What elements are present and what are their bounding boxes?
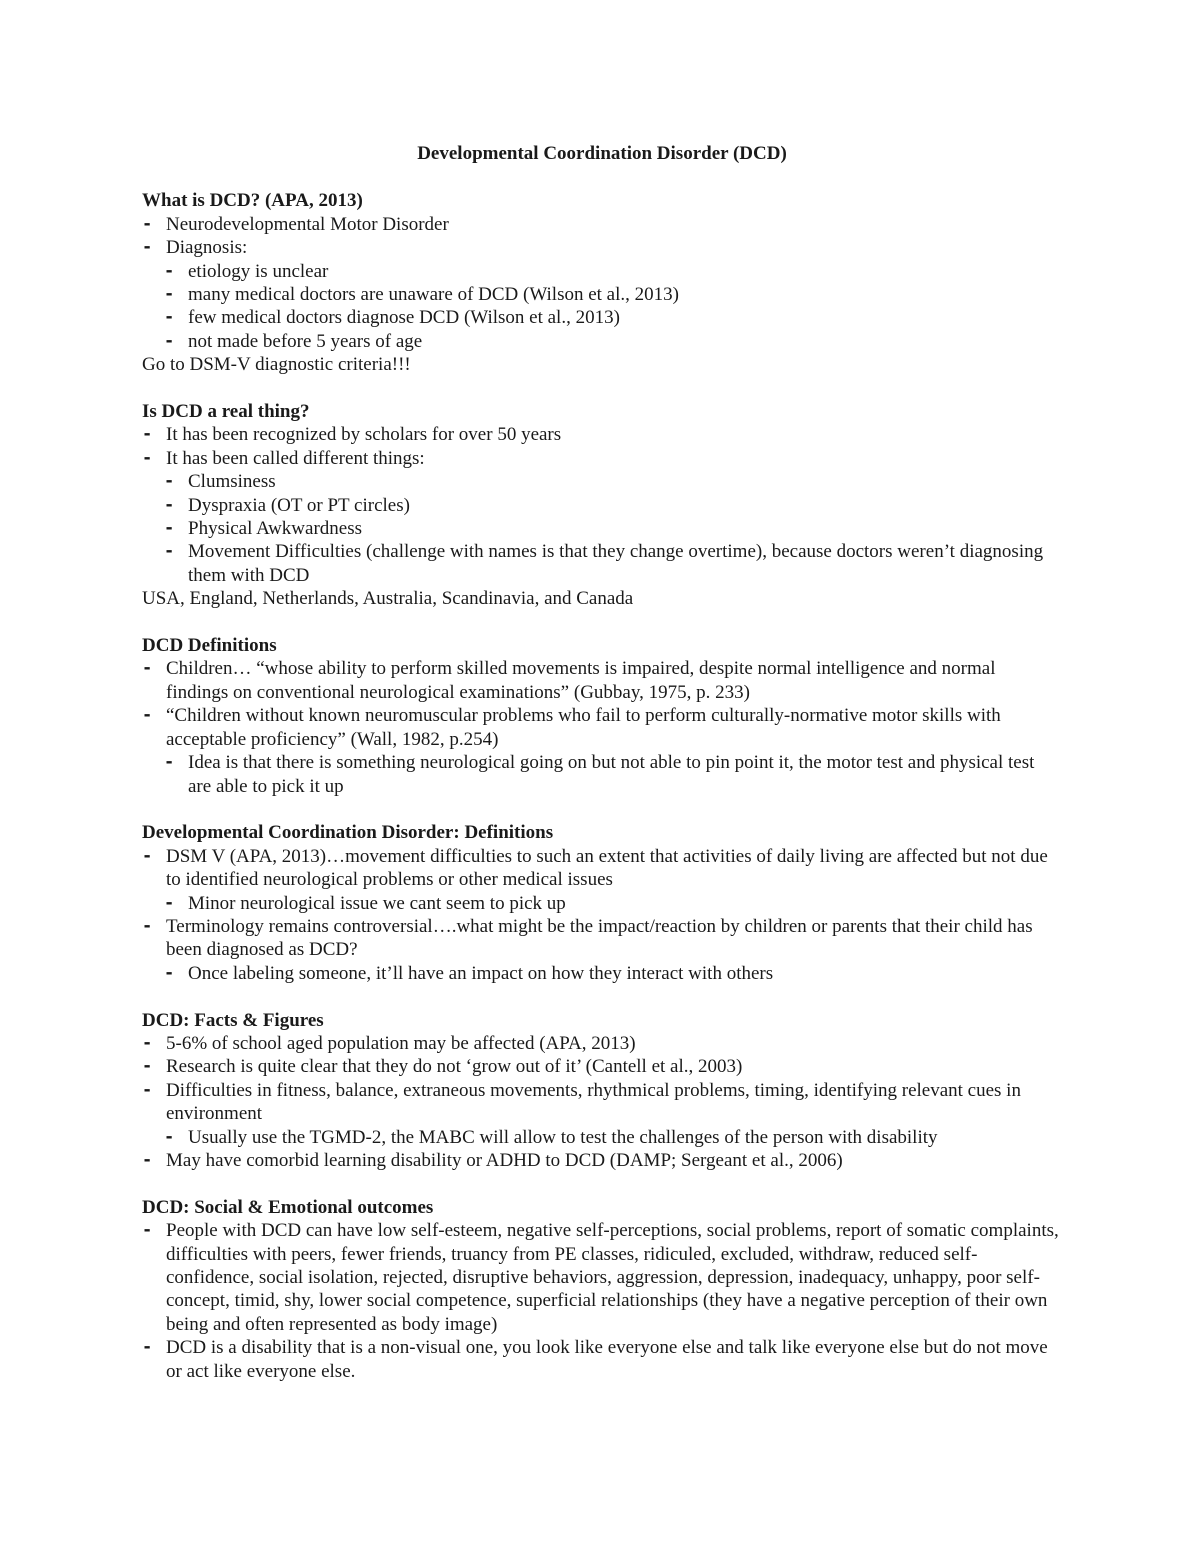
list-item [142, 1079, 1062, 1126]
list-item-text: It has been recognized by scholars for over 50 years [166, 424, 562, 446]
list-item [142, 447, 1062, 470]
section-heading: DCD Definitions [142, 635, 277, 657]
list-item [142, 1055, 1062, 1078]
list-item [142, 236, 1062, 259]
bullet-list [142, 423, 1062, 587]
bullet-list [142, 657, 1062, 797]
section [142, 400, 1062, 611]
sub-list-item: - etiology is unclear [142, 260, 1062, 283]
sub-list-item: - Idea is that there is something neurological going on but not able to pin point it, the motor test and physical test are able to pick it up [142, 751, 1062, 798]
bullet-list [142, 213, 1062, 353]
bullet-list [142, 1032, 1062, 1172]
sub-list-wrapper [142, 751, 1062, 798]
list-item-text: Diagnosis: [166, 237, 248, 259]
sub-list [142, 962, 1062, 985]
list-item [142, 1149, 1062, 1172]
list-item-text: DSM V (APA, 2013)…movement difficulties to such an extent that activities of daily living are affected but not due to identified neurological problems or other medical issues [166, 845, 1048, 891]
sub-list [142, 470, 1062, 587]
list-item [142, 1032, 1062, 1055]
sub-list-wrapper [142, 260, 1062, 354]
sub-list-item: - Physical Awkwardness [142, 517, 1062, 540]
section-heading: DCD: Facts & Figures [142, 1009, 324, 1031]
sub-list-item: - Usually use the TGMD-2, the MABC will allow to test the challenges of the person with disability [142, 1126, 1062, 1149]
sub-list-wrapper [142, 470, 1062, 587]
sub-list-wrapper [142, 892, 1062, 915]
list-item [142, 213, 1062, 236]
list-item-text: Neurodevelopmental Motor Disorder [166, 213, 449, 235]
document-content [142, 142, 1062, 1383]
section-note: USA, England, Netherlands, Australia, Scandinavia, and Canada [142, 588, 634, 610]
bullet-list [142, 845, 1062, 985]
list-item [142, 423, 1062, 446]
section-heading: Developmental Coordination Disorder: Definitions [142, 822, 554, 844]
sub-list-wrapper [142, 1126, 1062, 1149]
list-item [142, 845, 1062, 892]
sub-list [142, 260, 1062, 354]
sub-list-item: - many medical doctors are unaware of DCD (Wilson et al., 2013) [142, 283, 1062, 306]
sub-list-item: - Dyspraxia (OT or PT circles) [142, 494, 1062, 517]
sections-container [142, 189, 1062, 1383]
list-item [142, 1336, 1062, 1383]
list-item-text: Research is quite clear that they do not ‘grow out of it’ (Cantell et al., 2003) [166, 1056, 743, 1078]
list-item [142, 704, 1062, 751]
list-item-text: People with DCD can have low self-esteem, negative self-perceptions, social problems, report of somatic complaints, difficulties with peers, fewer friends, truancy from PE classes, ridiculed, excluded, withdraw, reduced self-confidence, social isolation, rejected, disruptive behaviors, aggression, depression, inadequacy, unhappy, poor self-concept, timid, shy, lower social competence, superficial relationships (they have a negative perception of their own being and often represented as body image) [166, 1220, 1059, 1335]
section [142, 189, 1062, 376]
section [142, 1009, 1062, 1173]
list-item-text: May have comorbid learning disability or ADHD to DCD (DAMP; Sergeant et al., 2006) [166, 1149, 843, 1171]
section-heading: DCD: Social & Emotional outcomes [142, 1196, 434, 1218]
sub-list-item: - Once labeling someone, it’ll have an impact on how they interact with others [142, 962, 1062, 985]
list-item-text: DCD is a disability that is a non-visual one, you look like everyone else and talk like everyone else but do not move or act like everyone else. [166, 1337, 1048, 1382]
bullet-list [142, 1219, 1062, 1383]
sub-list-item: - Minor neurological issue we cant seem to pick up [142, 892, 1062, 915]
section-note: Go to DSM-V diagnostic criteria!!! [142, 354, 411, 376]
list-item-text: Difficulties in fitness, balance, extraneous movements, rhythmical problems, timing, identifying relevant cues in environment [166, 1079, 1021, 1125]
list-item-text: Children… “whose ability to perform skilled movements is impaired, despite normal intelligence and normal findings on conventional neurological examinations” (Gubbay, 1975, p. 233) [166, 658, 996, 703]
sub-list [142, 892, 1062, 915]
sub-list [142, 751, 1062, 798]
sub-list-item: - not made before 5 years of age [142, 330, 1062, 353]
document-title: Developmental Coordination Disorder (DCD) [417, 143, 787, 164]
section [142, 1196, 1062, 1383]
section [142, 821, 1062, 985]
list-item [142, 1219, 1062, 1336]
sub-list-wrapper [142, 962, 1062, 985]
list-item [142, 657, 1062, 704]
list-item-text: “Children without known neuromuscular problems who fail to perform culturally-normative motor skills with acceptable proficiency” (Wall, 1982, p.254) [166, 705, 1001, 750]
section-heading: Is DCD a real thing? [142, 401, 310, 423]
section [142, 634, 1062, 798]
list-item-text: It has been called different things: [166, 447, 425, 469]
sub-list-item: - Movement Difficulties (challenge with names is that they change overtime), because doctors weren’t diagnosing them with DCD [142, 540, 1062, 587]
list-item-text: Terminology remains controversial….what might be the impact/reaction by children or parents that their child has been diagnosed as DCD? [166, 915, 1033, 961]
list-item [142, 915, 1062, 962]
sub-list-item: - Clumsiness [142, 470, 1062, 493]
list-item-text: 5-6% of school aged population may be affected (APA, 2013) [166, 1032, 636, 1054]
sub-list [142, 1126, 1062, 1149]
sub-list-item: - few medical doctors diagnose DCD (Wilson et al., 2013) [142, 306, 1062, 329]
section-heading: What is DCD? (APA, 2013) [142, 190, 363, 212]
